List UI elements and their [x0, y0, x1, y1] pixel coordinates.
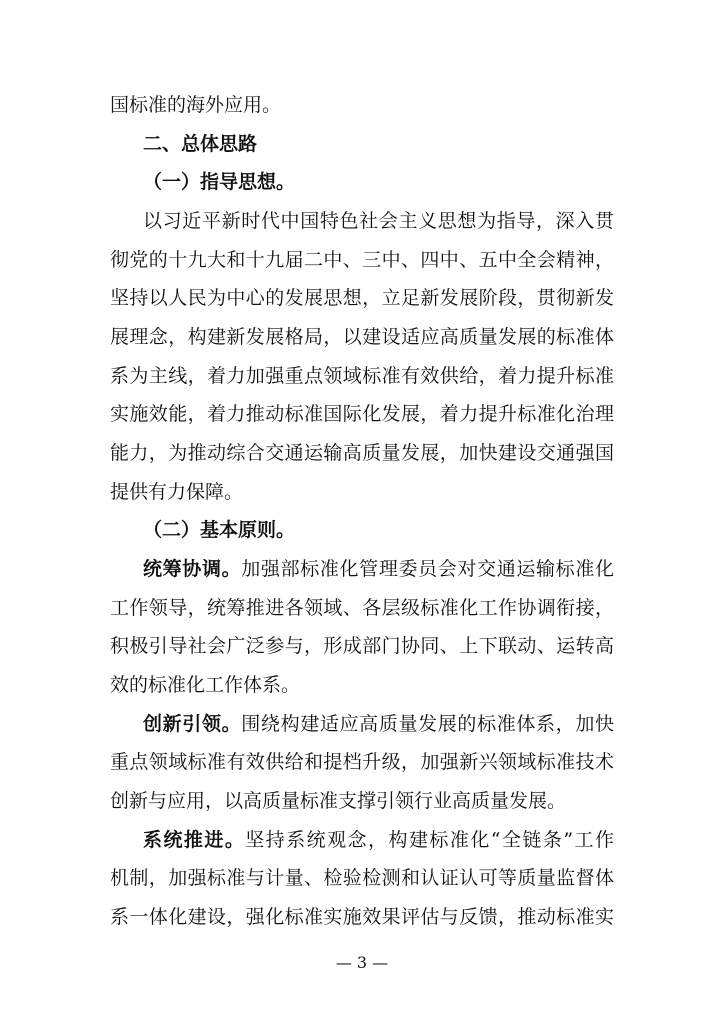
text-line: 国标准的海外应用。 [110, 94, 282, 116]
text-line: 积极引导社会广泛参与，形成部门协同、上下联动、运转高 [110, 635, 614, 657]
principle-title: 创新引领。 [143, 713, 242, 735]
text-line: 创新与应用，以高质量标准支撑引领行业高质量发展。 [110, 790, 567, 812]
text-line: 工作领导，统筹推进各领域、各层级标准化工作协调衔接， [110, 597, 614, 619]
page-number: — 3 — [335, 953, 389, 972]
text-run: 加强部标准化管理委员会对交通运输标准化 [241, 558, 614, 580]
subsection-heading: （二）基本原则。 [143, 519, 296, 541]
text-line: 系一体化建设，强化标准实施效果评估与反馈，推动标准实 [110, 906, 614, 928]
text-line: 彻党的十九大和十九届二中、三中、四中、五中全会精神， [110, 249, 614, 271]
text-line: 实施效能，着力推动标准国际化发展，着力提升标准化治理 [110, 403, 614, 425]
paragraph-line [0, 556, 724, 582]
text-line: 提供有力保障。 [110, 481, 244, 503]
text-run: 围绕构建适应高质量发展的标准体系，加快 [241, 713, 614, 735]
text-run: 坚持系统观念，构建标准化“全链条”工作 [245, 829, 614, 851]
paragraph-line [0, 711, 724, 737]
text-line: 能力，为推动综合交通运输高质量发展，加快建设交通强国 [110, 442, 614, 464]
text-line: 机制，加强标准与计量、检验检测和认证认可等质量监督体 [110, 867, 614, 889]
text-line: 以习近平新时代中国特色社会主义思想为指导，深入贯 [143, 210, 614, 232]
text-line: 展理念，构建新发展格局，以建设适应高质量发展的标准体 [110, 326, 614, 348]
principle-title: 统筹协调。 [143, 558, 242, 580]
text-line: 效的标准化工作体系。 [110, 674, 301, 696]
paragraph-line [0, 827, 724, 853]
section-heading: 二、总体思路 [143, 133, 258, 155]
text-line: 重点领域标准有效供给和提档升级，加强新兴领域标准技术 [110, 751, 614, 773]
text-line: 坚持以人民为中心的发展思想，立足新发展阶段，贯彻新发 [110, 287, 614, 309]
text-line: 系为主线，着力加强重点领域标准有效供给，着力提升标准 [110, 365, 614, 387]
subsection-heading: （一）指导思想。 [143, 171, 296, 193]
principle-title: 系统推进。 [143, 829, 246, 851]
